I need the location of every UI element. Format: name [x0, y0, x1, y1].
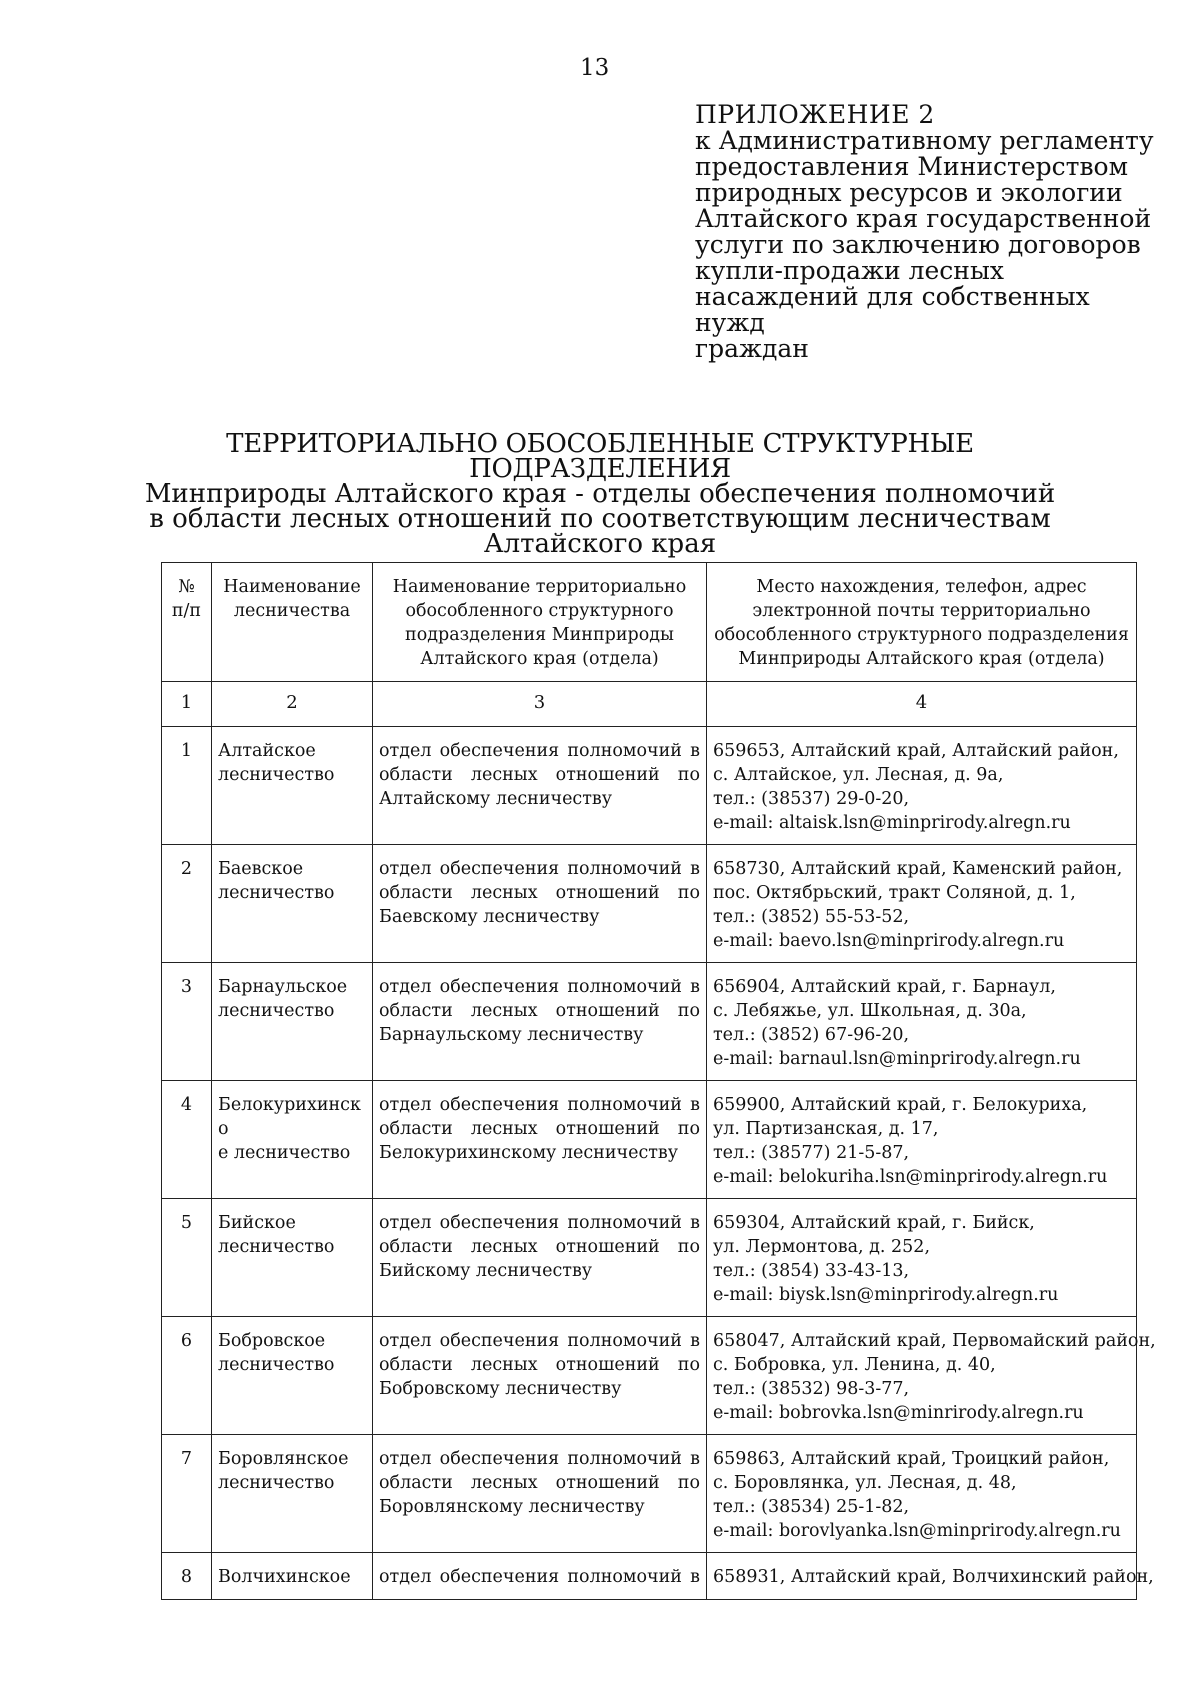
address-line: с. Бобровка, ул. Ленина, д. 40, [713, 1355, 996, 1375]
table-row [162, 1435, 1137, 1553]
header-text: обособленного структурного [405, 601, 674, 621]
email-line: e-mail: baevo.lsn@minprirody.alregn.ru [713, 931, 1065, 951]
department-name-cell [373, 1199, 707, 1317]
column-number: 4 [707, 682, 1137, 727]
table-row [162, 1199, 1137, 1317]
forestry-name-line: Волчихинское [218, 1567, 351, 1587]
department-name-line: отдел обеспечения полномочий в [379, 859, 700, 879]
forestry-departments-table [161, 562, 1156, 1600]
address-cell [707, 1317, 1156, 1435]
address-cell [707, 1435, 1137, 1553]
address-line: ул. Партизанская, д. 17, [713, 1119, 939, 1139]
appendix-line: Алтайского края государственной [695, 204, 1152, 233]
heading-line: Минприроды Алтайского края - отделы обеспечения полномочий [144, 479, 1056, 509]
header-cell-department [373, 563, 707, 682]
address-line: 658047, Алтайский край, Первомайский район, [713, 1331, 1156, 1351]
address-cell [707, 1199, 1137, 1317]
department-name-line: области лесных отношений по [379, 1119, 700, 1139]
header-text: Наименование [223, 577, 361, 597]
header-text: Наименование территориально [392, 577, 687, 597]
department-name-line: области лесных отношений по [379, 765, 700, 785]
table-row [162, 1081, 1137, 1199]
header-cell-address [707, 563, 1137, 682]
forestry-name-line: лесничество [218, 1355, 335, 1375]
address-line: тел.: (3852) 55-53-52, [713, 907, 910, 927]
row-number: 1 [162, 727, 212, 845]
column-number: 2 [212, 682, 373, 727]
header-text: № [178, 577, 195, 597]
department-name-cell [373, 1317, 707, 1435]
department-name-line: отдел обеспечения полномочий в [379, 1449, 700, 1469]
address-cell [707, 1553, 1154, 1600]
appendix-block [695, 102, 1165, 362]
row-number: 3 [162, 963, 212, 1081]
address-cell [707, 1081, 1137, 1199]
address-line: тел.: (38532) 98-3-77, [713, 1379, 910, 1399]
row-number: 6 [162, 1317, 212, 1435]
heading-line: в области лесных отношений по соответствующим лесничествам [149, 504, 1051, 534]
header-text: п/п [171, 601, 202, 621]
heading-line: ТЕРРИТОРИАЛЬНО ОБОСОБЛЕННЫЕ СТРУКТУРНЫЕ ПОДРАЗДЕЛЕНИЯ [226, 429, 974, 484]
department-name-line: области лесных отношений по [379, 1237, 700, 1257]
forestry-name-cell [212, 1317, 373, 1435]
column-number: 3 [373, 682, 707, 727]
appendix-line: к Административному регламенту [695, 126, 1154, 155]
address-line: 659863, Алтайский край, Троицкий район, [713, 1449, 1110, 1469]
header-cell-number [162, 563, 212, 682]
email-line: e-mail: barnaul.lsn@minprirody.alregn.ru [713, 1049, 1081, 1069]
department-name-line: Бийскому лесничеству [379, 1261, 593, 1281]
department-name-line: отдел обеспечения полномочий в [379, 977, 700, 997]
page-number: 13 [580, 55, 610, 81]
department-name-line: отдел обеспечения полномочий в [379, 1331, 700, 1351]
forestry-name-line: Белокурихинско [218, 1095, 361, 1139]
forestry-name-line: лесничество [218, 765, 335, 785]
forestry-name-line: Алтайское [218, 741, 316, 761]
appendix-line: граждан [695, 334, 809, 363]
forestry-name-cell [212, 1081, 373, 1199]
forestry-name-line: Баевское [218, 859, 304, 879]
department-name-line: отдел обеспечения полномочий в [379, 1567, 700, 1587]
document-heading [100, 429, 1100, 559]
department-name-line: Баевскому лесничеству [379, 907, 600, 927]
address-line: с. Алтайское, ул. Лесная, д. 9а, [713, 765, 1004, 785]
header-text: лесничества [233, 601, 351, 621]
column-number: 1 [162, 682, 212, 727]
email-line: e-mail: altaisk.lsn@minprirody.alregn.ru [713, 813, 1071, 833]
header-text: обособленного структурного подразделения [714, 625, 1129, 645]
forestry-name-cell [212, 727, 373, 845]
department-name-line: отдел обеспечения полномочий в [379, 1213, 700, 1233]
appendix-line: природных ресурсов и экологии [695, 178, 1123, 207]
address-line: 658730, Алтайский край, Каменский район, [713, 859, 1123, 879]
address-line: тел.: (3854) 33-43-13, [713, 1261, 910, 1281]
department-name-line: Алтайскому лесничеству [379, 789, 613, 809]
department-name-line: Белокурихинскому лесничеству [379, 1143, 679, 1163]
address-line: 659900, Алтайский край, г. Белокуриха, [713, 1095, 1088, 1115]
header-cell-forestry [212, 563, 373, 682]
table-row [162, 727, 1137, 845]
row-number: 7 [162, 1435, 212, 1553]
appendix-line: предоставления Министерством [695, 152, 1129, 181]
table-row [162, 845, 1137, 963]
address-line: 659653, Алтайский край, Алтайский район, [713, 741, 1119, 761]
forestry-name-line: е лесничество [218, 1143, 351, 1163]
department-name-line: области лесных отношений по [379, 1355, 700, 1375]
row-number: 5 [162, 1199, 212, 1317]
department-name-line: Боровлянскому лесничеству [379, 1497, 645, 1517]
appendix-line: насаждений для собственных нужд [695, 282, 1090, 337]
address-line: 656904, Алтайский край, г. Барнаул, [713, 977, 1056, 997]
forestry-name-line: лесничество [218, 1001, 335, 1021]
address-cell [707, 845, 1137, 963]
table-row [162, 963, 1137, 1081]
department-name-line: отдел обеспечения полномочий в [379, 741, 700, 761]
appendix-title: ПРИЛОЖЕНИЕ 2 [695, 100, 935, 129]
address-line: с. Боровлянка, ул. Лесная, д. 48, [713, 1473, 1017, 1493]
address-line: с. Лебяжье, ул. Школьная, д. 30а, [713, 1001, 1027, 1021]
address-line: тел.: (38577) 21-5-87, [713, 1143, 910, 1163]
table-row [162, 1317, 1137, 1435]
forestry-name-line: Бийское [218, 1213, 296, 1233]
header-text: подразделения Минприроды [405, 625, 674, 645]
email-line: e-mail: belokuriha.lsn@minprirody.alregn.ru [713, 1167, 1108, 1187]
address-cell [707, 963, 1137, 1081]
appendix-line: купли-продажи лесных [695, 256, 1004, 285]
forestry-name-cell [212, 845, 373, 963]
department-name-line: отдел обеспечения полномочий в [379, 1095, 700, 1115]
email-line: e-mail: bobrovka.lsn@minrirody.alregn.ru [713, 1403, 1084, 1423]
department-name-cell [373, 727, 707, 845]
row-number: 4 [162, 1081, 212, 1199]
address-line: 659304, Алтайский край, г. Бийск, [713, 1213, 1035, 1233]
address-line: 658931, Алтайский край, Волчихинский район, [713, 1567, 1154, 1587]
department-name-cell [373, 1553, 707, 1600]
address-line: тел.: (38534) 25-1-82, [713, 1497, 910, 1517]
department-name-line: области лесных отношений по [379, 1473, 700, 1493]
forestry-name-line: Барнаульское [218, 977, 348, 997]
department-name-line: Барнаульскому лесничеству [379, 1025, 644, 1045]
forestry-name-line: Бобровское [218, 1331, 326, 1351]
email-line: e-mail: biysk.lsn@minprirody.alregn.ru [713, 1285, 1059, 1305]
forestry-name-line: Боровлянское [218, 1449, 349, 1469]
heading-line: Алтайского края [483, 529, 717, 559]
department-name-cell [373, 1435, 707, 1553]
header-text: электронной почты территориально [752, 601, 1091, 621]
header-text: Алтайского края (отдела) [420, 649, 659, 669]
row-number: 8 [162, 1553, 212, 1600]
address-line: пос. Октябрьский, тракт Соляной, д. 1, [713, 883, 1076, 903]
forestry-name-line: лесничество [218, 1237, 335, 1257]
header-text: Место нахождения, телефон, адрес [756, 577, 1087, 597]
table-row [162, 1553, 1137, 1600]
forestry-name-cell [212, 963, 373, 1081]
email-line: e-mail: borovlyanka.lsn@minprirody.alregn.ru [713, 1521, 1121, 1541]
appendix-line: услуги по заключению договоров [695, 230, 1141, 259]
address-line: ул. Лермонтова, д. 252, [713, 1237, 931, 1257]
address-line: тел.: (3852) 67-96-20, [713, 1025, 910, 1045]
forestry-name-cell [212, 1553, 373, 1600]
table-body [162, 727, 1156, 1600]
department-name-cell [373, 963, 707, 1081]
forestry-name-line: лесничество [218, 883, 335, 903]
address-cell [707, 727, 1137, 845]
column-number-row [162, 682, 1137, 727]
table-header-row [162, 563, 1137, 682]
department-name-cell [373, 845, 707, 963]
header-text: Минприроды Алтайского края (отдела) [738, 649, 1105, 669]
row-number: 2 [162, 845, 212, 963]
forestry-name-line: лесничество [218, 1473, 335, 1493]
department-name-line: области лесных отношений по [379, 883, 700, 903]
address-line: тел.: (38537) 29-0-20, [713, 789, 910, 809]
forestry-name-cell [212, 1199, 373, 1317]
forestry-name-cell [212, 1435, 373, 1553]
department-name-line: области лесных отношений по [379, 1001, 700, 1021]
department-name-line: Бобровскому лесничеству [379, 1379, 622, 1399]
department-name-cell [373, 1081, 707, 1199]
